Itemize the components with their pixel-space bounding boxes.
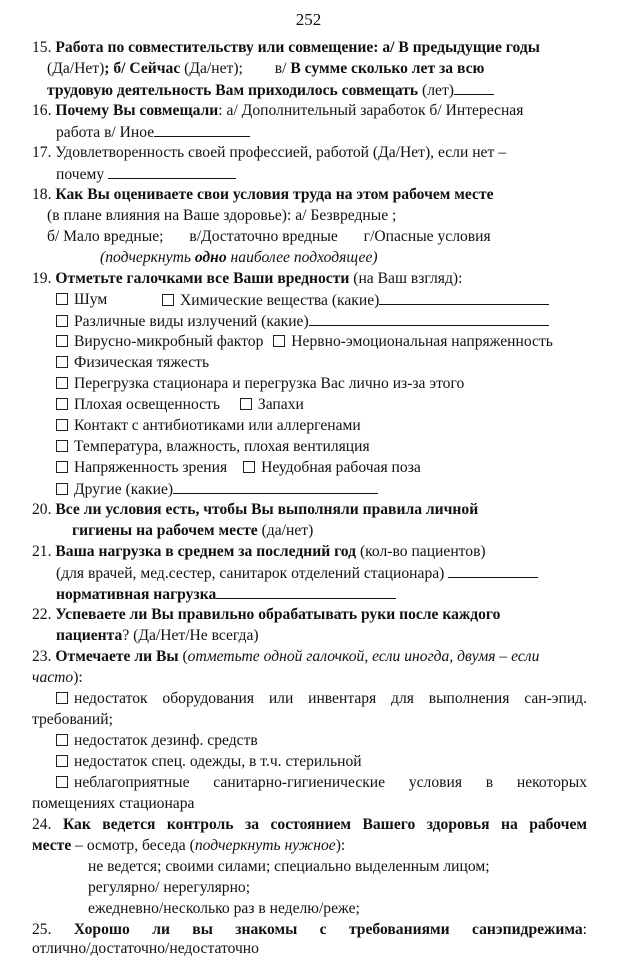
q23-option4-cont: помещениях стационара	[32, 795, 195, 812]
checkbox-vision[interactable]	[56, 461, 68, 473]
checkbox-posture[interactable]	[243, 461, 255, 473]
q22-line2: пациента? (Да/Нет/Не всегда)	[56, 627, 259, 644]
answer-blank[interactable]	[454, 82, 494, 95]
checkbox-antibiotics[interactable]	[56, 419, 68, 431]
q15-line3: трудовую деятельность Вам приходилось совмещать (лет)	[47, 82, 494, 99]
answer-blank[interactable]	[108, 166, 236, 179]
q24-line2: месте – осмотр, беседа (подчеркнуть нужное):	[32, 837, 346, 854]
checkbox-overload[interactable]	[56, 377, 68, 389]
q21-title: Ваша нагрузка в среднем за последний год	[55, 543, 357, 560]
q19-row7: Контакт с антибиотиками или аллергенами	[56, 418, 361, 434]
q23-option3: недостаток спец. одежды, в т.ч. стерильной	[56, 754, 362, 770]
q19-row10: Другие (какие)	[56, 481, 378, 498]
q17-line1: 17. Удовлетворенность своей профессией, работой (Да/Нет), если нет –	[32, 144, 506, 161]
q22-number: 22.	[32, 606, 52, 623]
q20-line1	[32, 502, 478, 518]
answer-blank[interactable]	[173, 481, 378, 494]
q20-title: Все ли условия есть, чтобы Вы выполняли правила личной	[55, 501, 479, 518]
q20-line2: гигиены на рабочем месте (да/нет)	[72, 522, 314, 539]
q19-row4: Физическая тяжесть	[56, 355, 209, 371]
q24-option1: не ведется; своими силами; специально выделенным лицом;	[88, 858, 490, 875]
q16-line2: работа в/ Иное	[56, 124, 250, 141]
q15-line1	[32, 40, 540, 56]
q25-line2: отлично/достаточно/недостаточно	[32, 940, 259, 957]
checkbox-sanitary[interactable]	[56, 776, 68, 788]
checkbox-clothing[interactable]	[56, 755, 68, 767]
q16-number: 16.	[32, 102, 52, 119]
q21-line2: (для врачей, мед.сестер, санитарок отделений стационара)	[56, 565, 538, 582]
checkbox-other[interactable]	[56, 483, 68, 495]
q19-row9: Напряженность зрения Неудобная рабочая поза	[56, 460, 421, 476]
q23-option4: неблагоприятные санитарно-гигиенические условия в некоторых	[56, 775, 587, 791]
q21-line1: 21. Ваша нагрузка в среднем за последний год (кол-во пациентов)	[32, 543, 486, 560]
answer-blank[interactable]	[309, 313, 549, 326]
answer-blank[interactable]	[216, 586, 396, 599]
q22-title: Успеваете ли Вы правильно обрабатывать руки после каждого	[55, 606, 501, 623]
checkbox-chemicals[interactable]	[162, 294, 174, 306]
q19-row6: Плохая освещенность Запахи	[56, 397, 304, 413]
q17-number: 17.	[32, 144, 52, 161]
q19-title: Отметьте галочками все Ваши вредности	[55, 270, 350, 287]
checkbox-temperature[interactable]	[56, 440, 68, 452]
q25-title: Хорошо ли вы знакомы с требованиями санэпидрежима	[73, 921, 583, 938]
q21-number: 21.	[32, 543, 52, 560]
q23-number: 23.	[32, 648, 52, 665]
q15-number: 15.	[32, 39, 52, 56]
checkbox-disinfectant[interactable]	[56, 734, 68, 746]
q19-row2: Различные виды излучений (какие)	[56, 313, 549, 330]
answer-blank[interactable]	[448, 565, 538, 578]
q20-number: 20.	[32, 501, 52, 518]
q23-option1: недостаток оборудования или инвентаря для выполнения сан-эпид.	[56, 691, 587, 707]
q19-row1: Шум	[56, 292, 107, 308]
checkbox-lighting[interactable]	[56, 398, 68, 410]
answer-blank[interactable]	[379, 292, 549, 305]
q18-line2: (в плане влияния на Ваше здоровье): а/ Безвредные ;	[47, 207, 397, 224]
checkbox-radiation[interactable]	[56, 315, 68, 327]
q23-title: Отмечаете ли Вы	[55, 648, 179, 665]
q23-line2: часто):	[32, 669, 83, 686]
q19-row1b: Химические вещества (какие)	[162, 292, 549, 309]
q24-line1	[32, 817, 587, 833]
q19-row3: Вирусно-микробный фактор Нервно-эмоциональная напряженность	[56, 334, 553, 350]
q25-line1: 25. Хорошо ли вы знакомы с требованиями санэпидрежима:	[32, 921, 587, 938]
checkbox-equipment[interactable]	[56, 692, 68, 704]
q18-line3: б/ Мало вредные; в/Достаточно вредные г/Опасные условия	[47, 228, 491, 245]
checkbox-physical[interactable]	[56, 356, 68, 368]
q21-line3: нормативная нагрузка	[56, 586, 396, 603]
q16-line1: 16. Почему Вы совмещали: а/ Дополнительный заработок б/ Интересная	[32, 102, 524, 119]
page-number: 252	[295, 10, 322, 29]
q24-option2: регулярно/ нерегулярно;	[88, 879, 251, 896]
q18-line4: (подчеркнуть одно наиболее подходящее)	[100, 249, 378, 266]
q19-number: 19.	[32, 270, 52, 287]
q25-number: 25.	[32, 921, 52, 938]
q18-title: Как Вы оцениваете свои условия труда на этом рабочем месте	[55, 186, 494, 203]
q19-row5: Перегрузка стационара и перегрузка Вас лично из-за этого	[56, 376, 464, 392]
q23-option2: недостаток дезинф. средств	[56, 733, 258, 749]
checkbox-odors[interactable]	[240, 398, 252, 410]
q16-title: Почему Вы совмещали	[55, 102, 219, 119]
q19-row8: Температура, влажность, плохая вентиляция	[56, 439, 370, 455]
q18-line1	[32, 187, 494, 203]
q15-line2: (Да/Нет); б/ Сейчас (Да/нет); в/ В сумме сколько лет за всю	[47, 60, 485, 77]
q22-line1	[32, 607, 500, 623]
q17-line2: почему	[56, 166, 236, 183]
checkbox-noise[interactable]	[56, 293, 68, 305]
q23-line1: 23. Отмечаете ли Вы (отметьте одной галочкой, если иногда, двумя – если	[32, 648, 540, 665]
answer-blank[interactable]	[154, 124, 250, 137]
q15-title: Работа по совместительству или совмещение: а/ В предыдущие годы	[55, 39, 540, 56]
checkbox-virus[interactable]	[56, 335, 68, 347]
q23-option1-cont: требований;	[32, 711, 113, 728]
q19-line1: 19. Отметьте галочками все Ваши вредности (на Ваш взгляд):	[32, 270, 463, 287]
checkbox-neuro[interactable]	[273, 335, 285, 347]
q24-title: Как ведется контроль за состоянием Вашего здоровья на рабочем	[62, 816, 588, 833]
q24-option3: ежедневно/несколько раз в неделю/реже;	[88, 900, 360, 917]
q24-number: 24.	[32, 816, 52, 833]
q18-number: 18.	[32, 186, 52, 203]
